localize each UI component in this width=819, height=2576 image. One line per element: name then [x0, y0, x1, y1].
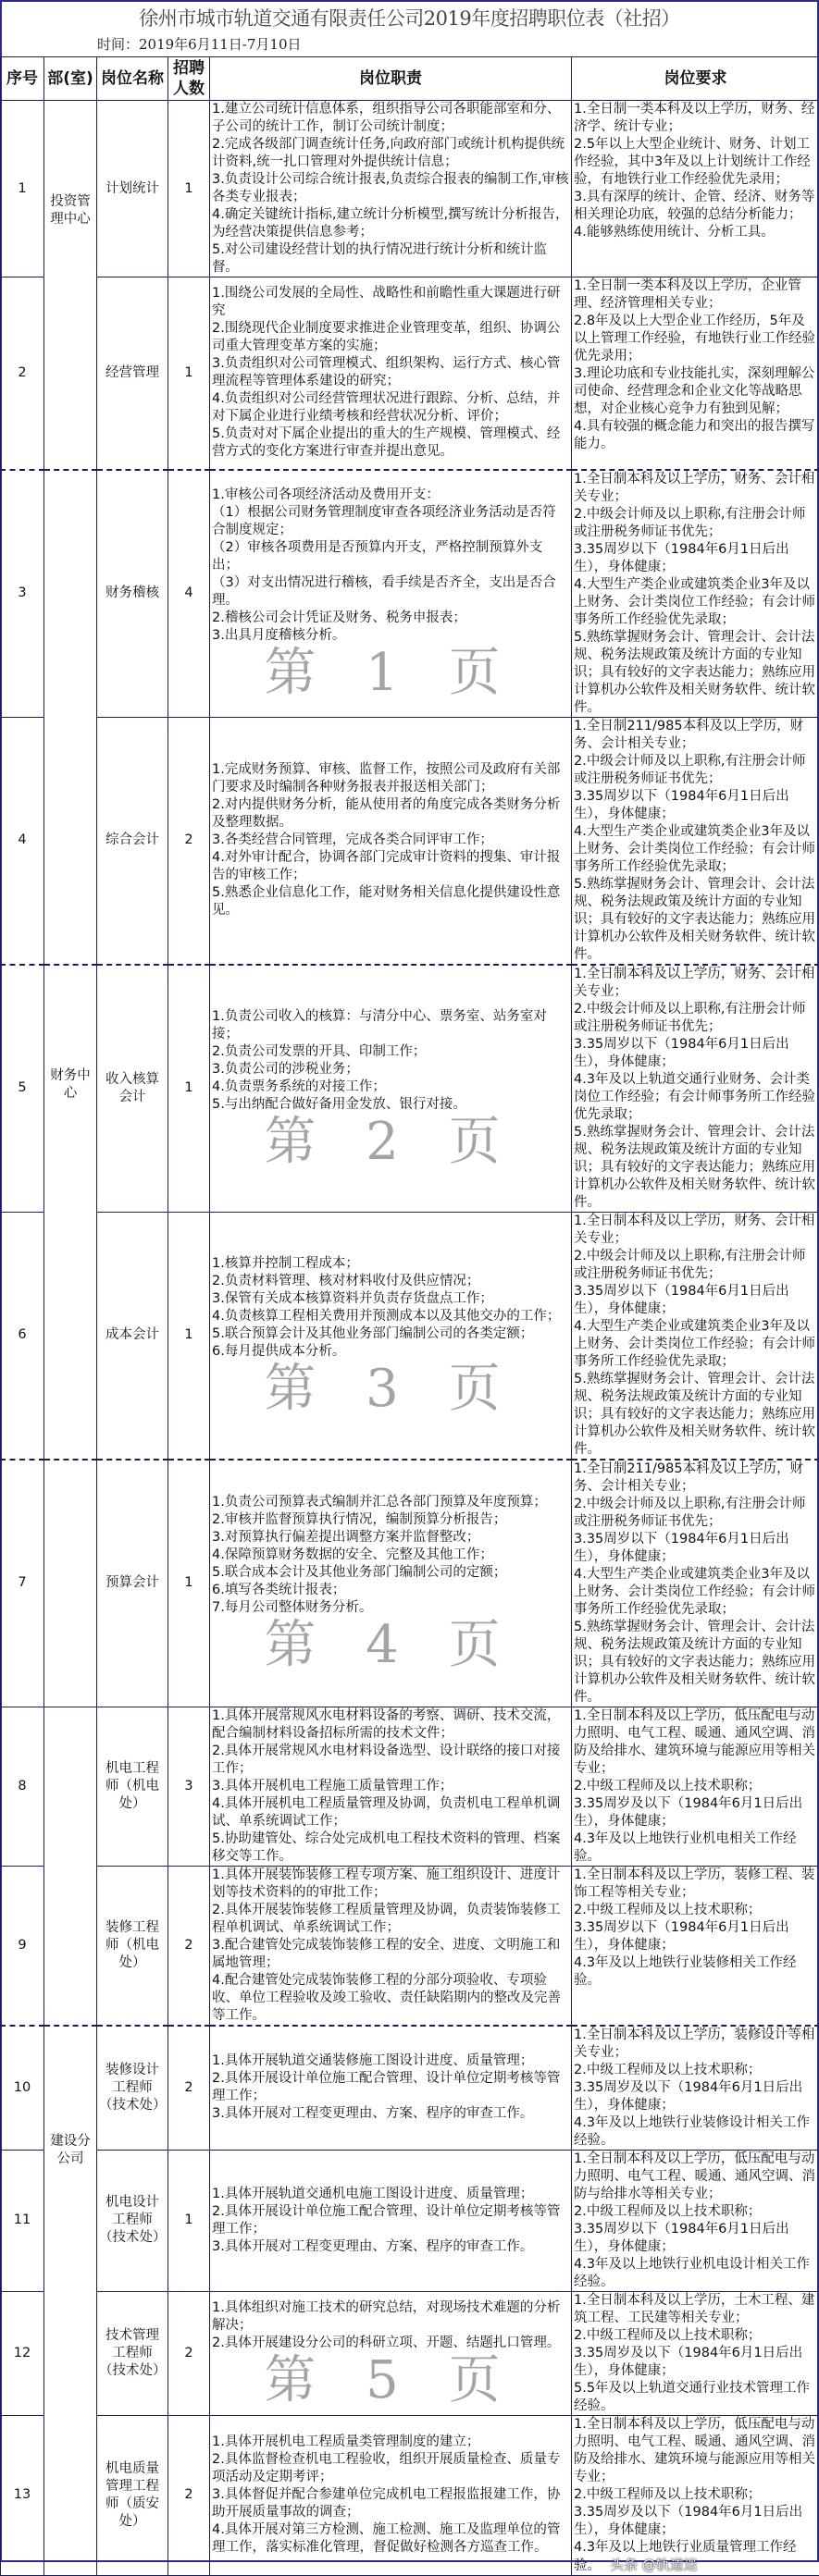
row-seq: 3: [1, 470, 44, 718]
duties-cell: [210, 1866, 572, 2026]
position-name: 技术管理工程师（技术处）: [97, 2291, 168, 2415]
duties-cell: [210, 2291, 572, 2415]
headcount: 1: [168, 277, 210, 470]
duties-text: 1.负责公司预算表式编制并汇总各部门预算及年度预算； 2.审核并监督预算执行情况，编制预算分析报告； 3.对预算执行偏差提出调整方案并监督整改； 4.保障预算财务数据的安全、完整及其他工作； 5.联合成本会计及其他业务部门编制公司的定额； 6.填写各类统计报表； 7.每月公司整体财务分析。: [212, 1494, 569, 1617]
requirements-text: 1.全日制本科及以上学历，低压配电与动力照明、电气工程、暖通、通风空调、消防及给排水、建筑环境与能源应用等相关专业； 2.中级工程师及以上技术职称； 3.35周岁及以下（1984年6月1日后出生），身体健康； 4.3年及以上地铁行业机电相关工作经验。: [574, 1708, 815, 1864]
headcount: 2: [168, 2291, 210, 2415]
row-seq: 1: [1, 101, 44, 277]
duties-text: 1.具体开展轨道交通装修施工图设计进度、质量管理； 2.具体开展设计单位施工配合管理、设计单位定期考核等管理工作； 3.具体开展对工程变更理由、方案、程序的审查工作。: [212, 2052, 569, 2123]
duties-text: 1.具体开展机电工程质量类管理制度的建立； 2.具体监督检查机电工程验收，组织开展质量检查、质量专项活动及定期考评； 3.具体督促并配合参建单位完成机电工程报监报建工作，协助开展质量事故的调查； 4.具体开展对第三方检测、施工检测、施工及监理单位的管理工作，落实标准化管理，督促做好检测各方巡查工作。: [212, 2434, 569, 2557]
table-row: [1, 470, 819, 718]
headcount: 4: [168, 470, 210, 718]
page-watermark: 第 2 页: [212, 1115, 569, 1169]
row-seq: 10: [1, 2026, 44, 2151]
requirements-cell: [572, 1866, 819, 2026]
duties-cell: [210, 1460, 572, 1707]
position-name: 成本会计: [97, 1212, 168, 1460]
duties-cell: [210, 1212, 572, 1460]
requirements-text: 1.全日制本科及以上学历，低压配电与动力照明、电气工程、暖通、通风空调、消防及给排水、建筑环境与能源应用等相关专业； 2.中级工程师及以上技术职称； 3.35周岁及以下（1984年6月1日后出生），身体健康； 4.3年及以上地铁行业质量管理工作经验。: [574, 2417, 815, 2573]
duties-cell: [210, 2026, 572, 2151]
row-seq: 13: [1, 2415, 44, 2575]
headcount: 3: [168, 1707, 210, 1866]
duties-cell: [210, 2150, 572, 2291]
duties-text: 1.建立公司统计信息体系，组织指导公司各职能部室和分、子公司的统计工作，制订公司统计制度； 2.完成各级部门调查统计任务,向政府部门或统计机构提供统计资料,统一扎口管理对外提供统计信息； 3.负责设计公司综合统计报表,负责综合报表的编制工作,审核各类专业报表； 4.确定关键统计指标,建立统计分析模型,撰写统计分析报告，为经营决策提供信息参考； 5.对公司建设经营计划的执行情况进行统计分析和统计监督。: [212, 101, 569, 277]
duties-text: 1.围绕公司发展的全局性、战略性和前瞻性重大课题进行研究 2.围绕现代企业制度要求推进企业管理变革，组织、协调公司重大管理变革方案的实施； 3.负责组织对公司管理模式、组织架构、运行方式、核心管理流程等管理体系建设的研究； 4.负责组织对公司经营管理状况进行跟踪、分析、总结，并对下属企业进行业绩考核和经营状况分析、评价； 5.负责对对下属企业提出的重大的生产规模、管理模式、经营方式的变化方案进行审查并提出意见。: [212, 285, 569, 461]
duties-text: 1.审核公司各项经济活动及费用开支： （1）根据公司财务管理制度审查各项经济业务活动是否符合制度规定； （2）审核各项费用是否预算内开支，严格控制预算外支出； （3）对支出情况进行稽核，看手续是否齐全，支出是否合理。 2.稽核公司会计凭证及财务、税务申报表； 3.出具月度稽核分析。: [212, 487, 569, 645]
position-name: 机电工程师（机电处）: [97, 1707, 168, 1866]
row-seq: 6: [1, 1212, 44, 1460]
requirements-cell: [572, 101, 819, 277]
row-seq: 9: [1, 1866, 44, 2026]
requirements-text: 1.全日制一类本科及以上学历，财务、经济学、统计专业； 2.5年以上大型企业统计、财务、计划工作经验，其中3年及以上计划统计工作经验，有地铁行业工作经验优先录用； 3.具有深厚的统计、企管、经济、财务等相关理论功底，较强的总结分析能力； 4.能够熟练使用统计、分析工具。: [574, 102, 814, 240]
duties-cell: [210, 1707, 572, 1866]
header-position: 岗位名称: [97, 57, 168, 101]
department-cell: 财务中心: [44, 965, 97, 1460]
table-row: [1, 2150, 819, 2291]
requirements-cell: [572, 2150, 819, 2291]
position-name: 经营管理: [97, 277, 168, 470]
requirements-cell: [572, 2291, 819, 2415]
requirements-text: 1.全日制本科及以上学历，财务、会计相关专业； 2.中级会计师及以上职称,有注册会计师或注册税务师证书优先； 3.35周岁以下（1984年6月1日后出生），身体健康； 4.大型生产类企业或建筑类企业3年及以上财务、会计类岗位工作经验；有会计师事务所工作经验优先录取； 5.熟练掌握财务会计、管理会计、会计法规、税务法规政策及统计方面的专业知识；具有较好的文字表达能力；熟练应用计算机办公软件及相关财务软件、统计软件。: [574, 472, 815, 715]
table-row: [1, 1707, 819, 1866]
headcount: 2: [168, 717, 210, 965]
page-watermark: 第 4 页: [212, 1619, 569, 1672]
position-name: 财务稽核: [97, 470, 168, 718]
page-watermark: 第 5 页: [212, 2354, 569, 2408]
duties-cell: [210, 101, 572, 277]
headcount: 2: [168, 1866, 210, 2026]
position-name: 收入核算会计: [97, 965, 168, 1213]
table-header-row: [1, 57, 819, 101]
position-name: 预算会计: [97, 1460, 168, 1707]
department-cell: 建设分公司: [44, 2026, 97, 2576]
requirements-cell: [572, 1707, 819, 1866]
requirements-cell: [572, 277, 819, 470]
department-cell: [44, 1460, 97, 1707]
table-row: [1, 2415, 819, 2575]
headcount: 2: [168, 2026, 210, 2151]
requirements-cell: [572, 2026, 819, 2151]
department-cell: [44, 1707, 97, 2026]
row-seq: 4: [1, 717, 44, 965]
table-row: [1, 1866, 819, 2026]
requirements-text: 1.全日制211/985本科及以上学历，财务、会计相关专业； 2.中级会计师及以上职称,有注册会计师或注册税务师证书优先； 3.35周岁以下（1984年6月1日后出生），身体健康； 4.大型生产类企业或建筑类企业3年及以上财务、会计类岗位工作经验；有会计师事务所工作经验优先录取； 5.熟练掌握财务会计、管理会计、会计法规、税务法规政策及统计方面的专业知识；具有较好的文字表达能力；熟练应用计算机办公软件及相关财务软件、统计软件。: [574, 719, 815, 962]
duties-text: 1.具体开展常规风水电材料设备的考察、调研、技术交流，配合编制材料设备招标所需的技术文件； 2.具体开展常规风水电材料设备选型、设计联络的接口对接工作； 3.具体开展机电工程施工质量管理工作； 4.具体开展机电工程质量管理及协调，负责机电工程单机调试、单系统调试工作； 5.协助建管处、综合处完成机电工程技术资料的管理、档案移交等工作。: [212, 1707, 569, 1866]
headcount: 1: [168, 1460, 210, 1707]
position-name: 机电设计工程师（技术处）: [97, 2150, 168, 2291]
source-watermark: 头条 @轨道迷: [610, 2557, 698, 2573]
headcount: 1: [168, 2150, 210, 2291]
table-row: [1, 965, 819, 1213]
requirements-cell: [572, 470, 819, 718]
table-row: [1, 101, 819, 277]
header-seq: 序号: [1, 57, 44, 101]
table-row: [1, 717, 819, 965]
header-duties: 岗位职责: [210, 57, 572, 101]
table-row: [1, 1212, 819, 1460]
department-cell: 投资管理中心: [44, 101, 97, 470]
position-name: 装修工程师（机电处）: [97, 1866, 168, 2026]
requirements-text: 1.全日制本科及以上学历，财务、会计相关专业； 2.中级会计师及以上职称,有注册会计师或注册税务师证书优先； 3.35周岁以下（1984年6月1日后出生），身体健康； 4.3年及以上轨道交通行业财务、会计类岗位工作经验；有会计师事务所工作经验优先录取； 5.熟练掌握财务会计、管理会计、会计法规、税务法规政策及统计方面的专业知识；具有较好的文字表达能力；熟练应用计算机办公软件及相关财务软件、统计软件。: [574, 967, 815, 1210]
page-watermark: 第 1 页: [212, 647, 569, 700]
headcount: 1: [168, 101, 210, 277]
row-seq: 2: [1, 277, 44, 470]
row-seq: 11: [1, 2150, 44, 2291]
duties-cell: [210, 965, 572, 1213]
table-row: [1, 1460, 819, 1707]
recruitment-period: 时间：2019年6月11日-7月10日: [97, 34, 302, 54]
requirements-cell: [572, 717, 819, 965]
row-seq: 7: [1, 1460, 44, 1707]
row-seq: 12: [1, 2291, 44, 2415]
headcount: 2: [168, 2415, 210, 2575]
duties-cell: [210, 470, 572, 718]
duties-cell: [210, 2415, 572, 2575]
table-row: [1, 2291, 819, 2415]
requirements-text: 1.全日制本科及以上学历，土木工程、建筑工程、工民建等相关专业； 2.中级工程师及以上技术职称； 3.35周岁及以下（1984年6月1日后出生），身体健康； 5.5年及以上轨道交通行业技术管理工作经验。: [574, 2293, 814, 2413]
table-row: [1, 2026, 819, 2151]
duties-cell: [210, 717, 572, 965]
department-cell: [44, 470, 97, 965]
page-watermark: 第 3 页: [212, 1362, 569, 1416]
headcount: 1: [168, 965, 210, 1213]
requirements-cell: [572, 1460, 819, 1707]
position-name: 计划统计: [97, 101, 168, 277]
header-requirements: 岗位要求: [572, 57, 819, 101]
row-seq: 8: [1, 1707, 44, 1866]
duties-text: 1.完成财务预算、审核、监督工作，按照公司及政府有关部门要求及时编制各种财务报表并报送相关部门； 2.对内提供财务分析，能从使用者的角度完成各类财务分析及整理数据。 3.各类经营合同管理，完成各类合同评审工作； 4.对外审计配合，协调各部门完成审计资料的搜集、审计报告的审核工作； 5.熟悉企业信息化工作，能对财务相关信息化提供建设性意见。: [212, 761, 569, 919]
headcount: 1: [168, 1212, 210, 1460]
requirements-text: 1.全日制211/985本科及以上学历，财务、会计相关专业； 2.中级会计师及以上职称,有注册会计师或注册税务师证书优先； 3.35周岁以下（1984年6月1日后出生），身体健康； 4.大型生产类企业或建筑类企业3年及以上财务、会计类岗位工作经验；有会计师事务所工作经验优先录取； 5.熟练掌握财务会计、管理会计、会计法规、税务法规政策及统计方面的专业知识；具有较好的文字表达能力；熟练应用计算机办公软件及相关财务软件、统计软件。: [574, 1461, 815, 1705]
row-seq: 5: [1, 965, 44, 1213]
document-title: 徐州市城市轨道交通有限责任公司2019年度招聘职位表（社招）: [0, 4, 819, 31]
requirements-text: 1.全日制本科及以上学历，装修工程、装饰工程等相关专业； 2.中级工程师及以上技术职称； 3.35周岁以下（1984年6月1日后出生），身体健康； 4.3年及以上地铁行业装修相关工作经验。: [574, 1867, 814, 1988]
header-dept: 部(室): [44, 57, 97, 101]
requirements-text: 1.全日制本科及以上学历，低压配电与动力照明、电气工程、暖通、通风空调、消防与给排水等相关专业； 2.中级工程师及以上技术职称； 3.35周岁以下（1984年6月1日后出生），身体健康； 4.3年及以上地铁行业机电设计相关工作经验。: [574, 2151, 815, 2289]
duties-text: 1.负责公司收入的核算：与清分中心、票务室、站务室对接； 2.负责公司发票的开具、印制工作； 3.负责公司的涉税业务； 4.负责票务系统的对接工作； 5.与出纳配合做好备用金发放、银行对接。: [212, 1008, 569, 1114]
requirements-text: 1.全日制一类本科及以上学历，企业管理、经济管理相关专业； 2.8年及以上大型企业工作经历，5年及以上管理工作经验，有地铁行业工作经验优先录用； 3.理论功底和专业技能扎实，深刻理解公司使命、经营理念和企业文化等战略思想，对企业核心竞争力有独到见解； 4.具有较强的概念能力和突出的报告撰写能力。: [574, 278, 815, 451]
duties-text: 1.具体开展轨道交通机电施工图设计进度、质量管理； 2.具体开展设计单位施工配合管理、设计单位定期考核等管理工作； 3.具体开展对工程变更理由、方案、程序的审查工作。: [212, 2186, 569, 2256]
position-name: 综合会计: [97, 717, 168, 965]
table-row: [1, 277, 819, 470]
duties-cell: [210, 277, 572, 470]
requirements-cell: [572, 2415, 819, 2575]
duties-text: 1.具体组织对施工技术的研究总结，对现场技术难题的分析解决； 2.具体开展建设分公司的科研立项、开题、结题扎口管理。: [212, 2299, 569, 2352]
requirements-cell: [572, 1212, 819, 1460]
position-name: 机电质量管理工程师（质安处）: [97, 2415, 168, 2575]
position-name: 装修设计工程师（技术处）: [97, 2026, 168, 2151]
duties-text: 1.核算并控制工程成本； 2.负责材料管理、核对材料收付及供应情况； 3.保管有关成本核算资料并负责存货盘点工作； 4.负责核算工程相关费用并预测成本以及其他交办的工作； 5.联合预算会计及其他业务部门编制公司的各类定额； 6.每月提供成本分析。: [212, 1255, 569, 1361]
header-count: 招聘人数: [168, 57, 210, 101]
duties-text: 1.具体开展装饰装修工程专项方案、施工组织设计、进度计划等技术资料的的审批工作； 2.具体开展装饰装修工程质量管理及协调，负责装饰装修工程单机调试、单系统调试工作； 3.配合建管处完成装饰装修工程的安全、进度、文明施工和属地管理； 4.配合建管处完成装饰装修工程的分部分项验收、专项验收、单位工程验收及竣工验收、责任缺陷期内的整改及完善等工作。: [212, 1867, 569, 2025]
job-table: [0, 56, 819, 2576]
requirements-text: 1.全日制本科及以上学历，装修设计等相关专业； 2.中级工程师及以上技术职称； 3.35周岁及以下（1984年6月1日后出生），身体健康； 4.3年及以上地铁行业装修设计相关工作经验。: [574, 2028, 814, 2148]
requirements-text: 1.全日制本科及以上学历，财务、会计相关专业； 2.中级会计师及以上职称,有注册会计师或注册税务师证书优先； 3.35周岁以下（1984年6月1日后出生），身体健康； 4.大型生产类企业或建筑类企业3年及以上财务、会计类岗位工作经验；有会计师事务所工作经验优先录取； 5.熟练掌握财务会计、管理会计、会计法规、税务法规政策及统计方面的专业知识；具有较好的文字表达能力；熟练应用计算机办公软件及相关财务软件、统计软件。: [574, 1214, 815, 1457]
requirements-cell: [572, 965, 819, 1213]
